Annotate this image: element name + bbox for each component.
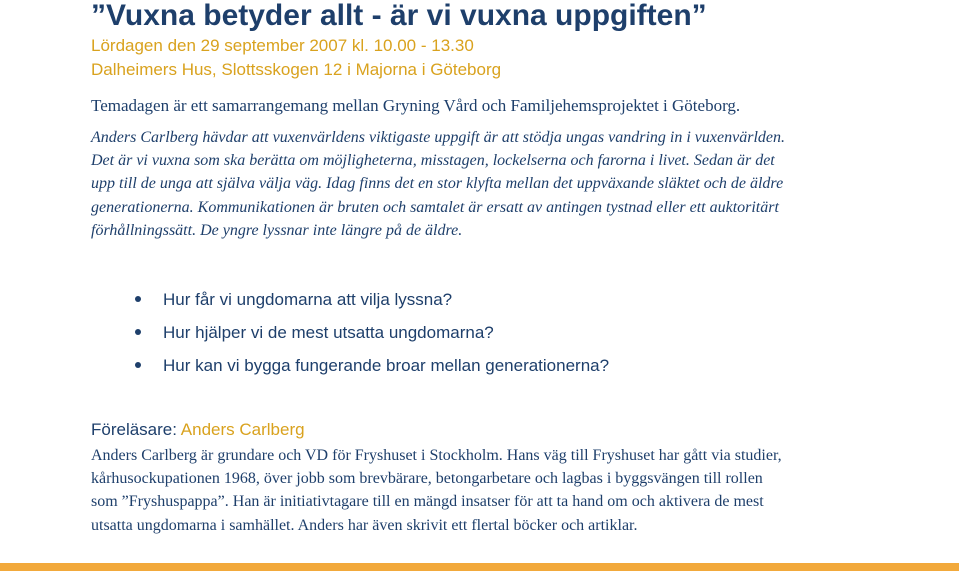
speaker-bio: Anders Carlberg är grundare och VD för Fryshuset i Stockholm. Hans väg till Fryshuset har gått via studier, kårhusockupationen 1968, över jobb som brevbärare, betongarbetare och lagbas i byggsvängen till rollen som ”Fryshuspappa”. Han är initiativtagare till en mängd insatser för att ta hand om och aktivera de mest utsatta ungdomarna i samhället. Anders har även skrivit ett flertal böcker och artiklar. (91, 447, 782, 534)
bullet-icon (135, 296, 141, 302)
event-date: Lördagen den 29 september 2007 kl. 10.00 - 13.30 (91, 36, 474, 55)
bullet-icon (135, 329, 141, 335)
question-text: Hur hjälper vi de mest utsatta ungdomarna? (163, 323, 494, 342)
question-text: Hur får vi ungdomarna att vilja lyssna? (163, 290, 453, 309)
question-list (135, 287, 609, 386)
description-paragraph: Anders Carlberg hävdar att vuxenvärldens viktigaste uppgift är att stödja ungas vandring in i vuxenvärlden. Det är vi vuxna som ska berätta om möjligheterna, misstagen, lockelserna och farorna i livet. Sedan är det upp till de unga att själva välja väg. Idag finns det en stor klyfta mellan det uppväxande släktet och de äldre generationerna. Kommunikationen är bruten och samtalet är ersatt av antingen tystnad eller ett auktoritärt förhållningssätt. De yngre lyssnar inte längre på de äldre. (91, 129, 785, 239)
question-item (135, 353, 609, 386)
speaker-name: Anders Carlberg (180, 420, 305, 439)
intro-text: Temadagen är ett samarrangemang mellan Gryning Vård och Familjehemsprojektet i Göteborg. (91, 96, 741, 115)
speaker-heading (91, 420, 305, 440)
question-item (135, 320, 609, 353)
event-location: Dalheimers Hus, Slottsskogen 12 i Majorna i Göteborg (91, 60, 502, 79)
question-item (135, 287, 609, 320)
footer-bar (0, 563, 959, 571)
bullet-icon (135, 362, 141, 368)
speaker-label: Föreläsare: (91, 420, 177, 439)
question-text: Hur kan vi bygga fungerande broar mellan generationerna? (163, 356, 610, 375)
page-title: ”Vuxna betyder allt - är vi vuxna uppgiften” (91, 0, 707, 32)
